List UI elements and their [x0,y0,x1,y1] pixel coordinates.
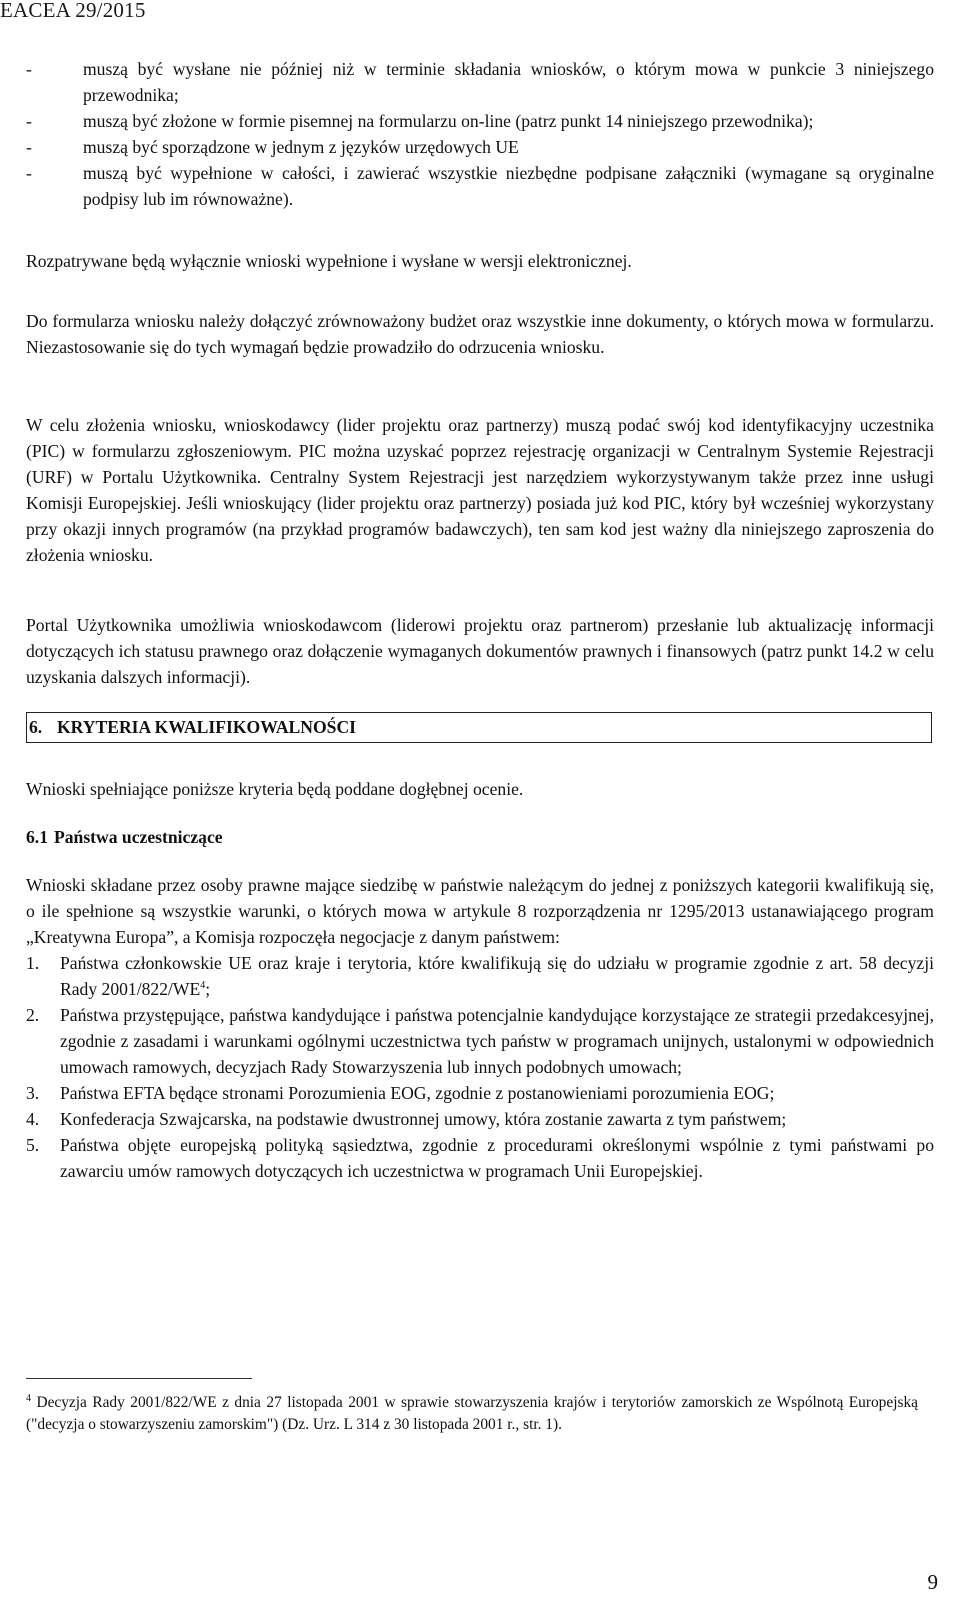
subsection-heading-countries [26,824,223,850]
section-heading-eligibility [26,712,932,743]
list-item-number: 5. [26,1135,40,1155]
subsection-title: Państwa uczestniczące [54,827,223,847]
footnote-text: Decyzja Rady 2001/822/WE z dnia 27 listopada 2001 w sprawie stowarzyszenia krajów i terytoriów zamorskich ze Wspólnotą Europejską ("decyzja o stowarzyszeniu zamorskim") (Dz. Urz. L 314 z 30 listopada 2001 r., str. 1). [26,1394,918,1433]
list-item-text: Państwa EFTA będące stronami Porozumienia EOG, zgodnie z postanowieniami porozumienia EOG; [60,1083,775,1103]
section-number: 6. [29,717,43,737]
list-item-text: Państwa przystępujące, państwa kandydujące i państwa potencjalnie kandydujące korzystające ze strategii przedakcesyjnej, zgodnie z zasadami i warunkami ogólnymi uczestnictwa tych państw w programach unijnych, ustalonymi w odpowiednich umowach ramowych, decyzjach Rady Stowarzyszenia lub innych podobnych umowach; [60,1005,934,1077]
paragraph-pic-code: W celu złożenia wniosku, wnioskodawcy (lider projektu oraz partnerzy) muszą podać swój kod identyfikacyjny uczestnika (PIC) w formularzu zgłoszeniowym. PIC można uzyskać poprzez rejestrację organizacji w Centralnym Systemie Rejestracji (URF) w Portalu Użytkownika. Centralny System Rejestracji jest narzędziem wykorzystywanym także przez inne usługi Komisji Europejskiej. Jeśli wnioskujący (lider projektu oraz partnerzy) posiada już kod PIC, który był wcześniej wykorzystany przy okazji innych programów (na przykład programów badawczych), ten sam kod jest ważny dla niniejszego zaproszenia do złożenia wniosku. [26,415,934,565]
footnote [26,1392,918,1436]
numbered-list-item [26,950,934,1002]
numbered-list-item [26,1002,934,1080]
bullet-item [26,134,934,160]
paragraph-electronic-only: Rozpatrywane będą wyłącznie wnioski wypełnione i wysłane w wersji elektronicznej. [26,251,632,271]
page-number: 9 [927,1570,938,1594]
paragraph-participant-portal: Portal Użytkownika umożliwia wnioskodawcom (liderowi projektu oraz partnerom) przesłanie lub aktualizację informacji dotyczących ich statusu prawnego oraz dołączenie wymaganych dokumentów prawnych i finansowych (patrz punkt 14.2 w celu uzyskania dalszych informacji). [26,615,934,687]
list-item-text: Konfederacja Szwajcarska, na podstawie dwustronnej umowy, która zostanie zawarta z tym państwem; [60,1109,787,1129]
numbered-list-item [26,1106,934,1132]
bullet-text: muszą być sporządzone w jednym z języków urzędowych UE [83,137,519,157]
bullet-text: muszą być złożone w formie pisemnej na formularzu on-line (patrz punkt 14 niniejszego przewodnika); [83,111,814,131]
paragraph-budget-documents: Do formularza wniosku należy dołączyć zrównoważony budżet oraz wszystkie inne dokumenty, o których mowa w formularzu. Niezastosowanie się do tych wymagań będzie prowadziło do odrzucenia wniosku. [26,311,934,357]
list-item-number: 4. [26,1109,40,1129]
footnote-marker: 4 [26,1392,31,1404]
bullet-dash: - [26,111,32,131]
section-title: KRYTERIA KWALIFIKOWALNOŚCI [57,717,357,737]
bullet-dash: - [26,163,32,183]
footnote-separator [26,1378,252,1379]
list-item-tail: ; [205,979,211,999]
numbered-list-item [26,1132,934,1184]
list-item-number: 3. [26,1083,40,1103]
bullet-dash: - [26,137,32,157]
eligible-countries-block [26,872,934,1184]
document-id-header: EACEA 29/2015 [0,0,146,22]
list-item-text: Państwa członkowskie UE oraz kraje i terytoria, które kwalifikują się do udziału w programie zgodnie z art. 58 decyzji Rady 2001/822/WE [60,953,934,999]
subsection-number: 6.1 [26,827,48,847]
list-item-number: 1. [26,953,40,973]
list-item-text: Państwa objęte europejską polityką sąsiedztwa, zgodnie z procedurami określonymi wspólnie z tymi państwami po zawarciu umów ramowych dotyczących ich uczestnictwa w programach Unii Europejskiej. [60,1135,934,1181]
numbered-list-item [26,1080,934,1106]
bullet-item [26,56,934,108]
bullet-text: muszą być wypełnione w całości, i zawierać wszystkie niezbędne podpisane załączniki (wymagane są oryginalne podpisy lub im równoważne). [83,163,934,209]
list-item-number: 2. [26,1005,40,1025]
bullet-item [26,160,934,212]
paragraph-criteria-intro: Wnioski spełniające poniższe kryteria będą poddane dogłębnej ocenie. [26,779,524,799]
bullet-item [26,108,934,134]
footnote-reference: 4 [200,980,206,992]
bullet-dash: - [26,59,32,79]
bullet-text: muszą być wysłane nie później niż w terminie składania wniosków, o którym mowa w punkcie 3 niniejszego przewodnika; [83,59,934,105]
paragraph-countries-intro: Wnioski składane przez osoby prawne mające siedzibę w państwie należącym do jednej z poniższych kategorii kwalifikują się, o ile spełnione są wszystkie warunki, o których mowa w artykule 8 rozporządzenia nr 1295/2013 ustanawiającego program „Kreatywna Europa”, a Komisja rozpoczęła negocjacje z danym państwem: [26,875,934,947]
requirements-bullet-list [26,56,934,212]
